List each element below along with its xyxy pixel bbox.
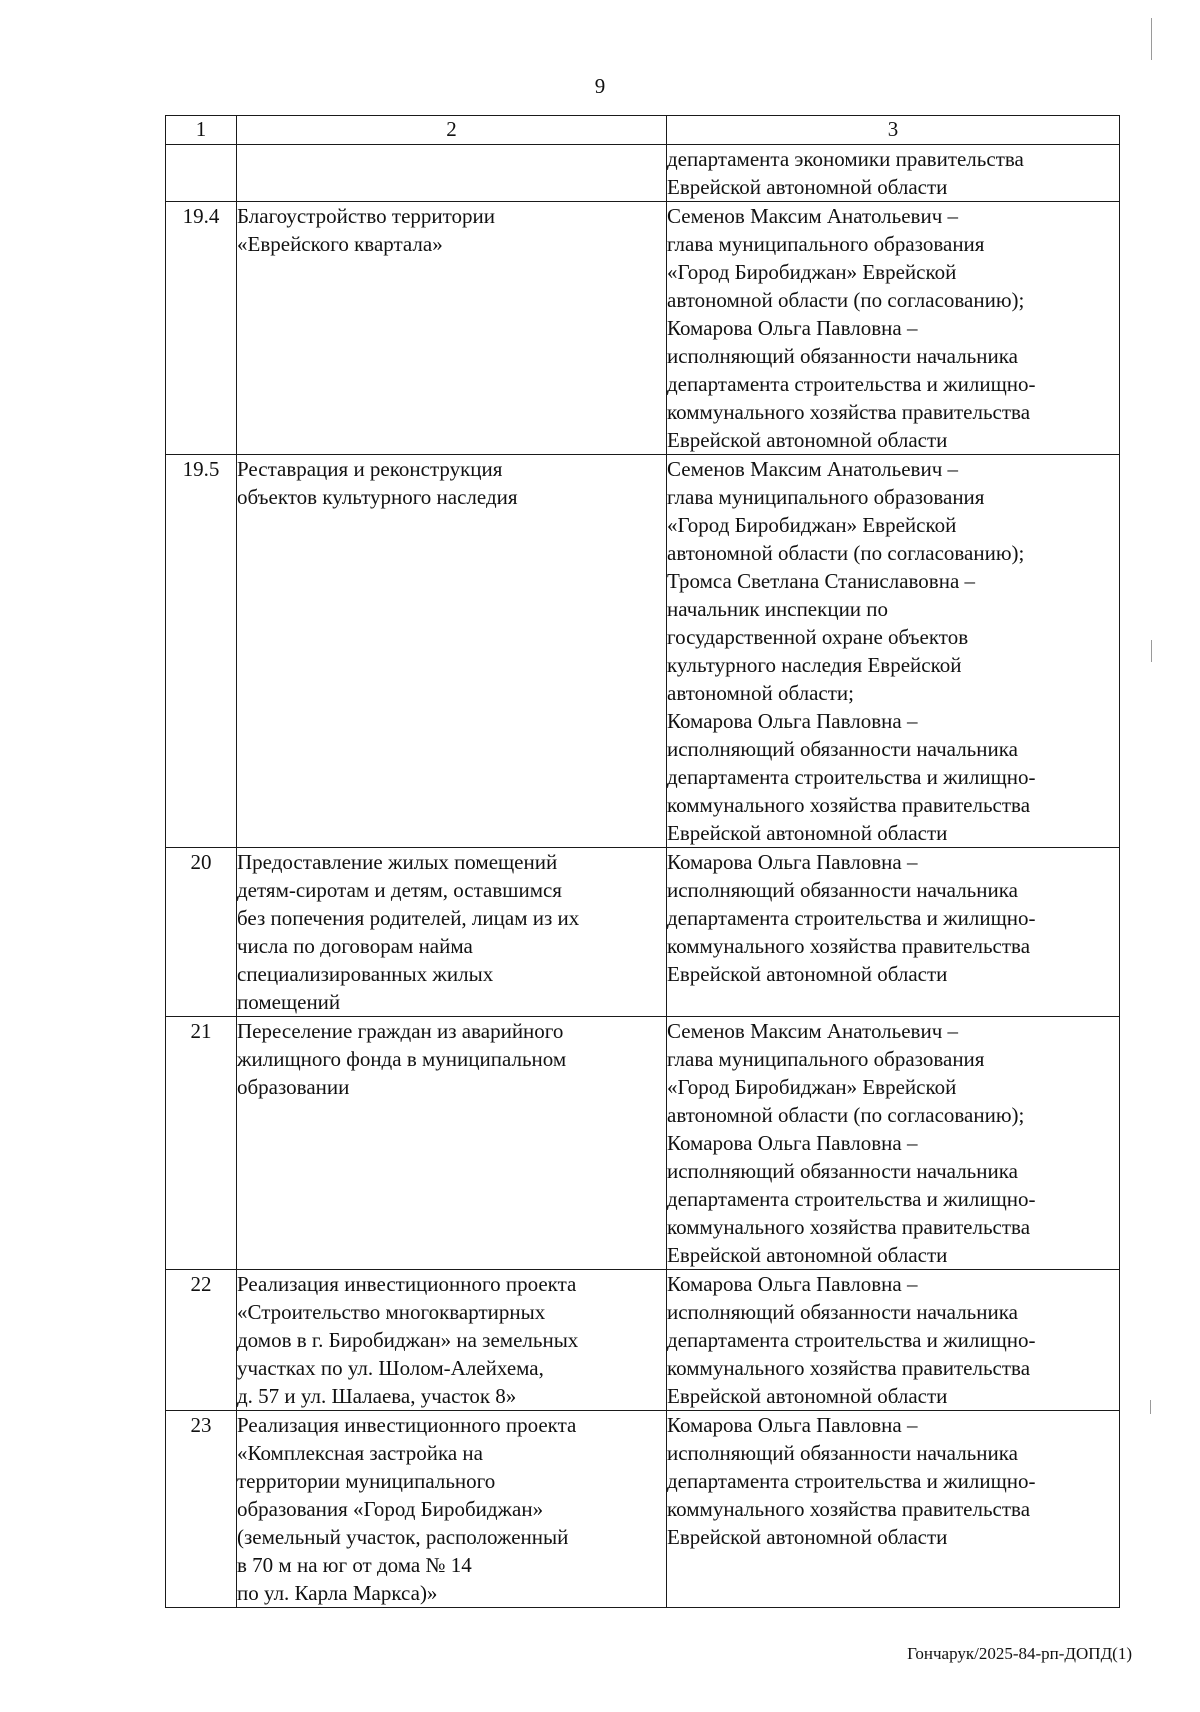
measure-description-line: д. 57 и ул. Шалаева, участок 8»	[237, 1384, 517, 1408]
document-footer-code: Гончарук/2025-84-рп-ДОПД(1)	[907, 1644, 1132, 1663]
measure-description-line: домов в г. Биробиджан» на земельных	[237, 1328, 579, 1352]
measure-description-line: образовании	[237, 1075, 350, 1099]
responsible-persons-cell	[667, 848, 1120, 1017]
measure-description-line: без попечения родителей, лицам из их	[237, 906, 580, 930]
responsible-persons-cell	[667, 455, 1120, 848]
measure-description-cell	[237, 1411, 667, 1608]
responsible-persons-cell	[667, 1017, 1120, 1270]
responsible-person-line: Еврейской автономной области	[667, 1525, 948, 1549]
responsible-person-line: исполняющий обязанности начальника	[667, 344, 1018, 368]
measure-description-line: участках по ул. Шолом-Алейхема,	[237, 1356, 544, 1380]
responsible-person-line: автономной области;	[667, 681, 855, 705]
measure-description-line: числа по договорам найма	[237, 934, 473, 958]
table-body	[166, 145, 1120, 1608]
responsible-person-line: департамента строительства и жилищно-	[667, 1187, 1036, 1211]
measure-description-cell	[237, 848, 667, 1017]
column-header-2: 2	[237, 116, 667, 145]
responsible-person-line: «Город Биробиджан» Еврейской	[667, 260, 957, 284]
responsible-person-line: Еврейской автономной области	[667, 1243, 948, 1267]
responsible-person-line: государственной охране объектов	[667, 625, 969, 649]
responsible-person-line: глава муниципального образования	[667, 232, 985, 256]
responsible-person-line: исполняющий обязанности начальника	[667, 737, 1018, 761]
responsible-persons-cell	[667, 1411, 1120, 1608]
responsible-person-line: исполняющий обязанности начальника	[667, 1441, 1018, 1465]
responsible-person-line: начальник инспекции по	[667, 597, 889, 621]
responsible-person-line: Семенов Максим Анатольевич –	[667, 1019, 959, 1043]
measure-description-line: территории муниципального	[237, 1469, 496, 1493]
responsible-persons-cell	[667, 145, 1120, 202]
responsible-person-line: Еврейской автономной области	[667, 962, 948, 986]
column-header-1: 1	[166, 116, 237, 145]
measure-description-line: объектов культурного наследия	[237, 485, 518, 509]
measure-description-line: Реставрация и реконструкция	[237, 457, 503, 481]
responsible-person-line: коммунального хозяйства правительства	[667, 1215, 1031, 1239]
responsible-person-line: департамента строительства и жилищно-	[667, 372, 1036, 396]
responsible-person-line: коммунального хозяйства правительства	[667, 793, 1031, 817]
table-header-row	[166, 116, 1120, 145]
measure-description-line: образования «Город Биробиджан»	[237, 1497, 544, 1521]
table-row	[166, 848, 1120, 1017]
responsible-person-line: глава муниципального образования	[667, 1047, 985, 1071]
table-row	[166, 455, 1120, 848]
measure-description-cell	[237, 202, 667, 455]
measure-description-line: в 70 м на юг от дома № 14	[237, 1553, 472, 1577]
responsible-person-line: культурного наследия Еврейской	[667, 653, 962, 677]
item-number-cell: 19.4	[166, 202, 237, 455]
responsible-person-line: коммунального хозяйства правительства	[667, 1356, 1031, 1380]
measure-description-line: специализированных жилых	[237, 962, 494, 986]
responsible-person-line: «Город Биробиджан» Еврейской	[667, 513, 957, 537]
measure-description-cell	[237, 1270, 667, 1411]
responsible-person-line: Семенов Максим Анатольевич –	[667, 457, 959, 481]
item-number-cell	[166, 145, 237, 202]
responsible-person-line: Еврейской автономной области	[667, 821, 948, 845]
measure-description-line: «Строительство многоквартирных	[237, 1300, 546, 1324]
column-header-3: 3	[667, 116, 1120, 145]
responsible-person-line: департамента строительства и жилищно-	[667, 1328, 1036, 1352]
measure-description-line: Реализация инвестиционного проекта	[237, 1272, 577, 1296]
responsible-person-line: Еврейской автономной области	[667, 428, 948, 452]
item-number-cell: 21	[166, 1017, 237, 1270]
responsible-person-line: Еврейской автономной области	[667, 175, 948, 199]
measure-description-line: Предоставление жилых помещений	[237, 850, 558, 874]
responsible-person-line: автономной области (по согласованию);	[667, 288, 1025, 312]
measures-table	[165, 115, 1120, 1608]
scan-edge-mark	[1151, 640, 1152, 662]
scan-edge-mark	[1151, 18, 1152, 60]
item-number-cell: 20	[166, 848, 237, 1017]
measure-description-line: Реализация инвестиционного проекта	[237, 1413, 577, 1437]
item-number-cell: 19.5	[166, 455, 237, 848]
responsible-person-line: Комарова Ольга Павловна –	[667, 1131, 918, 1155]
responsible-person-line: Комарова Ольга Павловна –	[667, 709, 918, 733]
measure-description-line: Благоустройство территории	[237, 204, 495, 228]
responsible-person-line: исполняющий обязанности начальника	[667, 1159, 1018, 1183]
responsible-person-line: департамента строительства и жилищно-	[667, 906, 1036, 930]
measure-description-cell	[237, 145, 667, 202]
responsible-person-line: Комарова Ольга Павловна –	[667, 316, 918, 340]
responsible-person-line: «Город Биробиджан» Еврейской	[667, 1075, 957, 1099]
measure-description-line: по ул. Карла Маркса)»	[237, 1581, 438, 1605]
responsible-person-line: Еврейской автономной области	[667, 1384, 948, 1408]
responsible-persons-cell	[667, 202, 1120, 455]
item-number-cell: 22	[166, 1270, 237, 1411]
measure-description-line: «Еврейского квартала»	[237, 232, 443, 256]
responsible-person-line: Комарова Ольга Павловна –	[667, 850, 918, 874]
responsible-person-line: автономной области (по согласованию);	[667, 541, 1025, 565]
measure-description-cell	[237, 455, 667, 848]
measure-description-line: детям-сиротам и детям, оставшимся	[237, 878, 562, 902]
responsible-person-line: Комарова Ольга Павловна –	[667, 1272, 918, 1296]
responsible-person-line: Тромса Светлана Станиславовна –	[667, 569, 976, 593]
responsible-person-line: департамента строительства и жилищно-	[667, 1469, 1036, 1493]
responsible-person-line: коммунального хозяйства правительства	[667, 934, 1031, 958]
scan-edge-mark	[1150, 1400, 1151, 1414]
measure-description-cell	[237, 1017, 667, 1270]
measure-description-line: жилищного фонда в муниципальном	[237, 1047, 567, 1071]
responsible-person-line: исполняющий обязанности начальника	[667, 1300, 1018, 1324]
table-row	[166, 1270, 1120, 1411]
responsible-person-line: департамента экономики правительства	[667, 147, 1024, 171]
responsible-person-line: коммунального хозяйства правительства	[667, 1497, 1031, 1521]
responsible-person-line: Семенов Максим Анатольевич –	[667, 204, 959, 228]
responsible-persons-cell	[667, 1270, 1120, 1411]
responsible-person-line: глава муниципального образования	[667, 485, 985, 509]
measure-description-line: помещений	[237, 990, 341, 1014]
responsible-person-line: коммунального хозяйства правительства	[667, 400, 1031, 424]
table-row	[166, 145, 1120, 202]
table-row	[166, 1411, 1120, 1608]
responsible-person-line: департамента строительства и жилищно-	[667, 765, 1036, 789]
table-row	[166, 202, 1120, 455]
responsible-person-line: исполняющий обязанности начальника	[667, 878, 1018, 902]
responsible-person-line: автономной области (по согласованию);	[667, 1103, 1025, 1127]
item-number-cell: 23	[166, 1411, 237, 1608]
responsible-person-line: Комарова Ольга Павловна –	[667, 1413, 918, 1437]
measure-description-line: «Комплексная застройка на	[237, 1441, 483, 1465]
measure-description-line: Переселение граждан из аварийного	[237, 1019, 564, 1043]
table-row	[166, 1017, 1120, 1270]
measure-description-line: (земельный участок, расположенный	[237, 1525, 569, 1549]
page-number: 9	[594, 74, 606, 98]
